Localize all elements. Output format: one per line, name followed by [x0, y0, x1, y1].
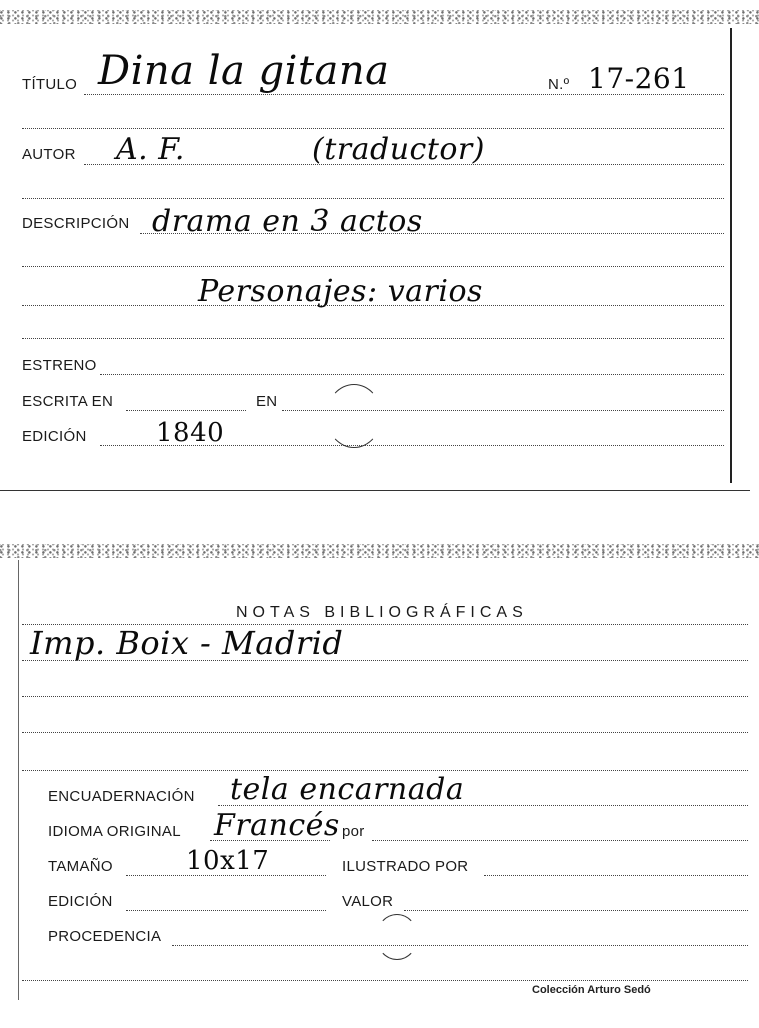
card-top-edge — [0, 544, 759, 558]
blank-line — [22, 266, 724, 267]
collection-footer: Colección Arturo Sedó — [532, 984, 651, 996]
edicion-label: EDICIÓN — [48, 893, 113, 910]
encuadernacion-value: tela encarnada — [230, 772, 465, 807]
procedencia-line — [172, 945, 748, 946]
catalog-card-front — [0, 0, 759, 495]
numero-label: N.º — [548, 76, 570, 93]
card-top-edge — [0, 10, 759, 24]
notes-line — [22, 660, 748, 661]
encuadernacion-label: ENCUADERNACIÓN — [48, 788, 195, 805]
punch-hole-mark — [326, 384, 382, 448]
card-right-edge — [730, 28, 732, 483]
notes-value: Imp. Boix - Madrid — [30, 624, 344, 662]
blank-line — [22, 305, 724, 306]
notas-heading: NOTAS BIBLIOGRÁFICAS — [236, 604, 528, 621]
tamano-value: 10x17 — [186, 846, 270, 876]
ilustrado-line — [484, 875, 748, 876]
estreno-label: ESTRENO — [22, 357, 97, 374]
valor-line — [404, 910, 748, 911]
titulo-value: Dina la gitana — [98, 48, 390, 94]
edicion-line — [126, 910, 326, 911]
estreno-line — [100, 374, 724, 375]
titulo-label: TÍTULO — [22, 76, 78, 93]
blank-line — [22, 198, 724, 199]
idioma-label: IDIOMA ORIGINAL — [48, 823, 181, 840]
edicion-label: EDICIÓN — [22, 428, 87, 445]
edicion-value: 1840 — [156, 418, 225, 448]
ilustrado-label: ILUSTRADO POR — [342, 858, 469, 875]
personajes-value: Personajes: varios — [198, 274, 483, 309]
idioma-value: Francés — [214, 808, 340, 843]
escrita-en-label: ESCRITA EN — [22, 393, 114, 410]
catalog-card-back — [0, 540, 759, 1028]
blank-line — [22, 128, 724, 129]
tamano-label: TAMAÑO — [48, 858, 113, 875]
card-left-edge — [18, 560, 19, 1000]
blank-line — [22, 338, 724, 339]
punch-hole-mark — [376, 914, 418, 960]
numero-value: 17-261 — [588, 62, 690, 95]
descripcion-value: drama en 3 actos — [152, 204, 423, 239]
autor-label: AUTOR — [22, 146, 76, 163]
notes-line — [22, 696, 748, 697]
descripcion-label: DESCRIPCIÓN — [22, 215, 130, 232]
notes-line — [22, 732, 748, 733]
escrita-en-line — [126, 410, 246, 411]
por-label: por — [342, 823, 365, 840]
bottom-line — [22, 980, 748, 981]
por-line — [372, 840, 748, 841]
card-bottom-edge — [0, 490, 750, 491]
procedencia-label: PROCEDENCIA — [48, 928, 162, 945]
notes-line — [22, 770, 748, 771]
en-label: EN — [256, 393, 278, 410]
autor-note: (traductor) — [312, 132, 485, 167]
autor-value: A. F. — [116, 132, 185, 167]
valor-label: VALOR — [342, 893, 394, 910]
